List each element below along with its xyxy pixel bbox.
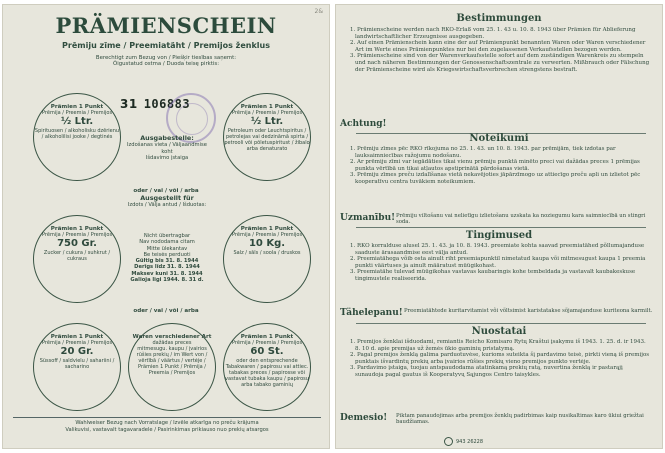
warning-label-de: Achtung! <box>340 119 387 129</box>
print-code: 943 26228 <box>444 437 483 446</box>
section-paragraphs-et: 1. RKO korralduse alusel 25. 1. 43. ja 10. 8. 1943. preemiate kohta saavad preemiatähed põllumajanduse saaduste ärasaandmise eest välja antud. 2. Preemiatähega võib osta ainult riht preemiapunktil nimetatud kaupa või mitmesugust kaupa 1 preemia punkti väärtuses ja ainult määratust müügikohast. 3. Preemiatähe tulevad müügikohas vastavas kaubaringis kohe tembeldada ja vastavalt kaubakeskuse tingimustele realiseerida. <box>350 243 646 282</box>
divider <box>356 323 646 324</box>
footer-note: Wahlweiser Bezug nach Vorratslage / Izvēle atkarīga no preču krājuma Valikuvisi, vastavalt tagavaradele / Pasirinkimas prikiauso nuo prekių atsargos <box>13 417 321 433</box>
section-paragraphs-de: 1. Prämienscheine werden nach RKO-Erlaß vom 25. 1. 43 u. 10. 8. 1943 über Prämien für Ablieferung landwirtschaftlicher Erzeugnisse ausgegeben. 2. Auf einen Prämienschein kann eine der auf Prämienpunkt benannten Waren oder Waren verschiedener Art im Werte eines Prämienpunktes nur bei den zugelassenen Verkaufsstellen bezogen werden. 3. Prämienscheine sind von der Warenverkaufsstelle sofort auf dem zuständigen Warenkreis zu stempeln und nach näheren Bestimmungen der Genossenschaftszentrale zu verwerten. Mißbrauch oder Fälschung der Prämienscheine wird als Kriegswirtschaftsverbrechen strengstens bestraft. <box>350 27 650 73</box>
section-title-lt: Nuostatai <box>471 326 527 337</box>
pencil-mark: 2& <box>314 8 323 15</box>
premium-circle-salt: Prämien 1 Punkt Prēmija / Preemia / Premijos 10 Kg. Salz / sāls / soola / druskos <box>223 215 311 303</box>
warning-text-lv: Prēmiju viltošanu vai nelietīgu izlietošanu uzskata ka noziegumu kara saimniecībā un stingri soda. <box>396 213 646 226</box>
coupon-title: PRÄMIENSCHEIN <box>55 13 277 38</box>
divider <box>356 227 646 228</box>
section-title-et: Tingimused <box>465 230 533 241</box>
warning-label-et: Tähelepanu! <box>340 308 403 318</box>
premium-circle-sugar: Prämien 1 Punkt Prēmija / Preemia / Premijos 750 Gr. Zucker / cukura / suhkrut / cukraus <box>33 215 121 303</box>
premium-circle-petroleum: Prämien 1 Punkt Prēmija / Preemia / Premijos ½ Ltr. Petroleum oder Leuchtspiritus / petrolejas vai dedzināmā spirta / petrooli või põletuspiritust / žibalo arba denaturato <box>223 93 311 181</box>
validity-block: Nicht übertragbar Nav nododama citam Mitte ülekantav Be teisės perduoti Gültig bis 31. 8. 1944 Derīgs līdz 31. 8. 1944 Maksev kuni 31. 8. 1944 Galioja ligi 1944. 8. 31 d. <box>130 233 204 284</box>
issuing-office: Ausgabestelle: Izdošanas vieta / Väljaandmise koht Išdavimo įstaiga <box>127 134 207 161</box>
premium-circle-spirits: Prämien 1 Punkt Prēmija / Preemia / Premijos ½ Ltr. Spirituosen / alkoholisku dzērienu / alkoholilisi jooke / degtinės <box>33 93 121 181</box>
premium-circle-sweetener: Prämien 1 Punkt Prēmija / Preemia / Premijos 20 Gr. Süssoff / saldvielu / sahariini / sacharino <box>33 323 121 411</box>
warning-text-lt: Piktam panaudojimas arba premijos ženklų padirbimas kaip nusikaltimas karo ūkiui griežtai baudžiamas. <box>396 413 644 426</box>
warning-text-et: Preemiatähtede kuritarvitamist või võltsimist karistatakse sõjamajanduse kuriteona karmilt. <box>404 308 653 314</box>
intro-text: Berechtigt zum Bezug von / Piešķir tiesības saņemt: Õigustatud ostma / Duoda teisę pirktis: <box>95 55 237 68</box>
serial-number: 31 106883 <box>120 97 191 111</box>
premium-circle-mixed-goods: Waren verschiedener Art dažādas preces mitmesugu. kaupu / įvairios rūšies prekių / im Wert von / vērtībā / väärtus / vertėje / Prämien 1 Punkt / Prēmija / Preemia / Premijos <box>128 323 216 411</box>
section-paragraphs-lt: 1. Premijos ženklai išduodami, remiantis Reicho Komisaro Rytų Kraštui įsakymu iš 1943. 1. 25. d. ir 1943. 8. 10 d. apie premijas už žemės ūkio gaminių pristatymą. 2. Pagal premijos ženklą galima parduotuvėse, kurioms suteikta šį pardavimo teisė, pirkti vieną iš premijos punktais išvardintų prekių arba įvairios rūšies prekių vieno premijos punkto vertėje. 3. Pardavimo įstaiga, tuojau antspaudodama atatinkamą prekių ratą, nuvertina ženklą ir pastarąjį sunaudoja pagal gautus iš Kooperatyvų Sąjungos Centro taisykles. <box>350 339 650 378</box>
issued-for: Ausgestellt für Izdots / Välja antud / Išduotas: <box>127 194 207 209</box>
warning-label-lv: Uzmanību! <box>340 213 396 223</box>
coupon-subtitle: Prēmiju zīme / Preemiatäht / Premijos ženklus <box>62 41 270 50</box>
section-title-lv: Noteikumi <box>469 133 529 144</box>
section-paragraphs-lv: 1. Prēmiju zīmes pēc RKO rīkojuma no 25. 1. 43. un 10. 8. 1943. par prēmijām, tiek izdotas par lauksaimniecības ražojumu nodošanu. 2. Ar prēmiju zīmi var iegādāties tikai vienu prēmiju punktā minēto preci vai dažādas preces 1 prēmijas punkta vērtībā un tikai atļautos apstiprinātā pārdošanas vietā. 3. Prēmiju zīmes preču izdalīšanas vietā nekavējoties jāpārzīmogo uz attiecīgo preču apli un izlietot pēc kooperatīvu centra tuvākiem noteikumiem. <box>350 146 641 185</box>
coupon-front <box>2 4 330 449</box>
printer-logo-icon <box>444 437 453 446</box>
warning-label-lt: Demesio! <box>340 413 388 423</box>
coupon-back <box>335 4 663 449</box>
premium-circle-tobacco: Prämien 1 Punkt Prēmija / Preemia / Premijos 60 St. oder den entsprechende Tabakwaren / papirosu vai attiec. tabakas preces / papirosse või vastavat tubaka kaupu / papirosų arba tabako gaminių <box>223 323 311 411</box>
oder-separator: oder / vai / või / arba <box>133 308 199 314</box>
oder-separator: oder / vai / või / arba <box>133 188 199 194</box>
section-title-de: Bestimmungen <box>456 13 542 24</box>
